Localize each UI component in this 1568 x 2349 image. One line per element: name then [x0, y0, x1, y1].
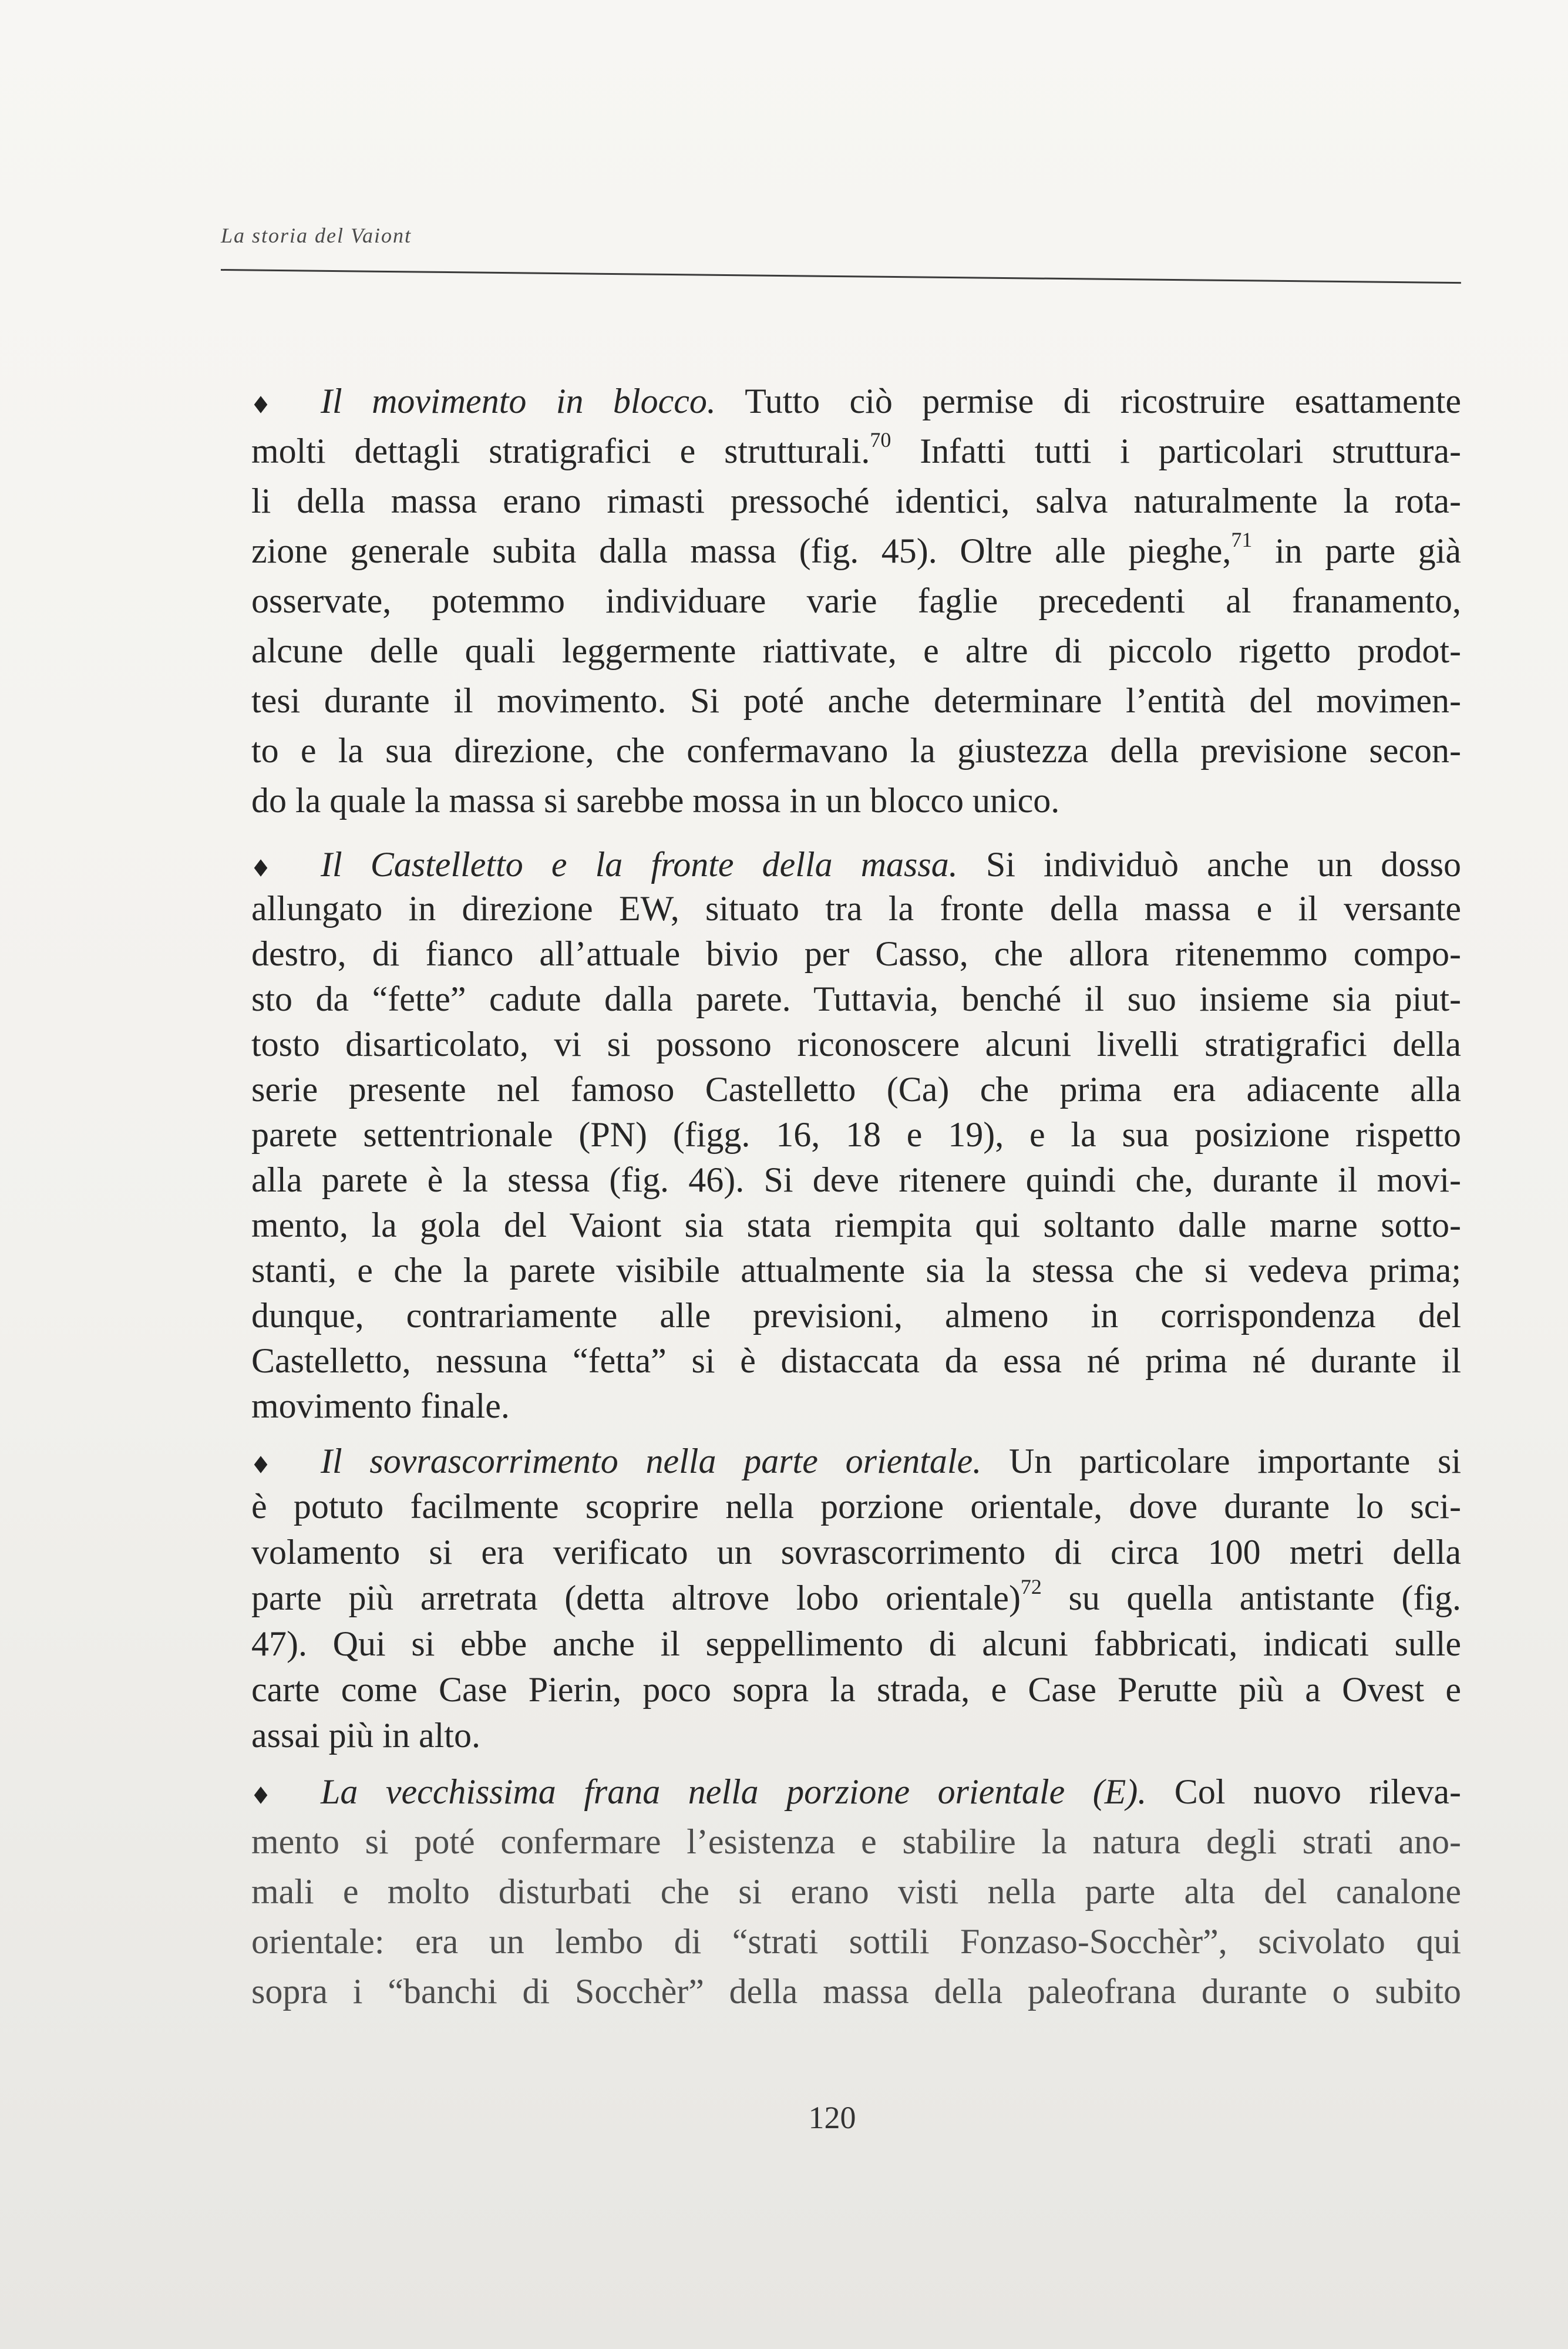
text-run: alcune delle quali leggermente riattivate, e altre di piccolo rigetto prodot-: [251, 631, 1461, 670]
text-run: osservate, potemmo individuare varie faglie precedenti al franamento,: [251, 581, 1461, 620]
text-run: dunque, contrariamente alle previsioni, almeno in corrispondenza del: [251, 1296, 1461, 1335]
text-line: [251, 576, 1461, 626]
text-run: orientale: era un lembo di “strati sottili Fonzaso-Socchèr”, scivolato qui: [251, 1922, 1461, 1961]
paragraph-heading: Il Castelletto e la fronte della massa.: [321, 845, 958, 884]
text-line: [251, 1575, 1461, 1621]
text-line: [251, 841, 1461, 886]
text-run: 47). Qui si ebbe anche il seppellimento di alcuni fabbricati, indicati sulle: [251, 1624, 1461, 1663]
text-run: Infatti tutti i particolari struttura-: [891, 432, 1462, 470]
text-run: alla parete è la stessa (fig. 46). Si deve ritenere quindi che, durante il movi-: [251, 1160, 1461, 1199]
text-line: [251, 1529, 1461, 1575]
diamond-bullet-icon: [251, 1438, 321, 1473]
text-line: [251, 376, 1461, 426]
text-run: carte come Case Pierin, poco sopra la strada, e Case Perutte più a Ovest e: [251, 1670, 1461, 1709]
text-run: è potuto facilmente scoprire nella porzione orientale, dove durante lo sci-: [251, 1487, 1461, 1526]
text-line: [251, 1483, 1461, 1529]
text-run: molti dettagli stratigrafici e strutturali.: [251, 432, 870, 470]
text-run: li della massa erano rimasti pressoché identici, salva naturalmente la rota-: [251, 482, 1461, 520]
text-run: Tutto ciò permise di ricostruire esattamente: [715, 382, 1461, 420]
text-line: [251, 886, 1461, 931]
text-line: [251, 1384, 1461, 1429]
text-run: Si individuò anche un dosso: [957, 845, 1461, 884]
text-line: [251, 526, 1461, 576]
text-line: [251, 1438, 1461, 1483]
text-run: to e la sua direzione, che confermavano la giustezza della previsione secon-: [251, 731, 1461, 770]
text-run: allungato in direzione EW, situato tra la fronte della massa e il versante: [251, 889, 1461, 928]
paragraph: [251, 1438, 1461, 1758]
text-run: parte più arretrata (detta altrove lobo orientale): [251, 1579, 1021, 1617]
paragraph: [251, 1767, 1461, 2017]
text-run: parete settentrionale (PN) (figg. 16, 18 e 19), e la sua posizione rispetto: [251, 1115, 1461, 1154]
text-line: [251, 1817, 1461, 1867]
text-line: [251, 776, 1461, 826]
text-run: assai più in alto.: [251, 1716, 480, 1755]
text-run: do la quale la massa si sarebbe mossa in un blocco unico.: [251, 781, 1060, 820]
text-line: [251, 626, 1461, 676]
text-line: [251, 1293, 1461, 1338]
paragraph: [251, 841, 1461, 1429]
paragraph-heading: Il movimento in blocco.: [321, 382, 716, 420]
text-line: [251, 1967, 1461, 2017]
text-run: mento, la gola del Vaiont sia stata riempita qui soltanto dalle marne sotto-: [251, 1206, 1461, 1244]
text-run: in parte già: [1252, 531, 1461, 570]
text-run: su quella antistante (fig.: [1041, 1579, 1461, 1617]
text-line: [251, 1867, 1461, 1917]
paragraph-heading: Il sovrascorrimento nella parte orientale.: [321, 1442, 982, 1480]
footnote-ref: 71: [1231, 528, 1253, 551]
paragraph-heading: La vecchissima frana nella porzione orientale (E).: [321, 1772, 1147, 1811]
text-line: [251, 1248, 1461, 1293]
text-line: [251, 426, 1461, 476]
text-run: mento si poté confermare l’esistenza e stabilire la natura degli strati ano-: [251, 1822, 1461, 1861]
text-run: Un particolare importante si: [981, 1442, 1461, 1480]
text-line: [251, 1157, 1461, 1203]
footnote-ref: 70: [870, 428, 891, 452]
footnote-ref: 72: [1020, 1575, 1042, 1598]
text-line: [251, 1067, 1461, 1112]
text-line: [251, 977, 1461, 1022]
running-header: La storia del Vaiont: [221, 224, 412, 247]
text-run: tosto disarticolato, vi si possono riconoscere alcuni livelli stratigrafici della: [251, 1025, 1461, 1064]
text-body: [251, 376, 1461, 2017]
text-run: sopra i “banchi di Socchèr” della massa della paleofrana durante o subito: [251, 1972, 1461, 2011]
text-run: mali e molto disturbati che si erano visti nella parte alta del canalone: [251, 1872, 1461, 1911]
text-line: [251, 1203, 1461, 1248]
text-line: [251, 1767, 1461, 1817]
diamond-bullet-icon: [251, 841, 321, 876]
text-line: [251, 476, 1461, 526]
diamond-bullet-icon: [251, 378, 321, 413]
text-line: [251, 1621, 1461, 1667]
page-number: 120: [808, 2100, 856, 2135]
text-run: volamento si era verificato un sovrascorrimento di circa 100 metri della: [251, 1533, 1461, 1571]
text-line: [251, 676, 1461, 726]
text-line: [251, 1667, 1461, 1712]
text-line: [251, 931, 1461, 977]
text-run: sto da “fette” cadute dalla parete. Tuttavia, benché il suo insieme sia piut-: [251, 980, 1461, 1018]
text-line: [251, 1917, 1461, 1967]
text-run: destro, di fianco all’attuale bivio per Casso, che allora ritenemmo compo-: [251, 934, 1461, 973]
text-run: zione generale subita dalla massa (fig. 45). Oltre alle pieghe,: [251, 531, 1231, 570]
text-run: Castelletto, nessuna “fetta” si è distaccata da essa né prima né durante il: [251, 1341, 1461, 1380]
text-run: Col nuovo rileva-: [1146, 1772, 1461, 1811]
text-line: [251, 1112, 1461, 1157]
text-run: tesi durante il movimento. Si poté anche determinare l’entità del movimen-: [251, 681, 1461, 720]
text-run: movimento finale.: [251, 1386, 510, 1425]
text-run: stanti, e che la parete visibile attualmente sia la stessa che si vedeva prima;: [251, 1251, 1461, 1290]
header-rule: [221, 269, 1461, 284]
text-run: serie presente nel famoso Castelletto (Ca) che prima era adiacente alla: [251, 1070, 1461, 1109]
text-line: [251, 726, 1461, 776]
text-line: [251, 1712, 1461, 1758]
text-line: [251, 1338, 1461, 1384]
paragraph: [251, 376, 1461, 826]
diamond-bullet-icon: [251, 1768, 321, 1803]
text-line: [251, 1022, 1461, 1067]
